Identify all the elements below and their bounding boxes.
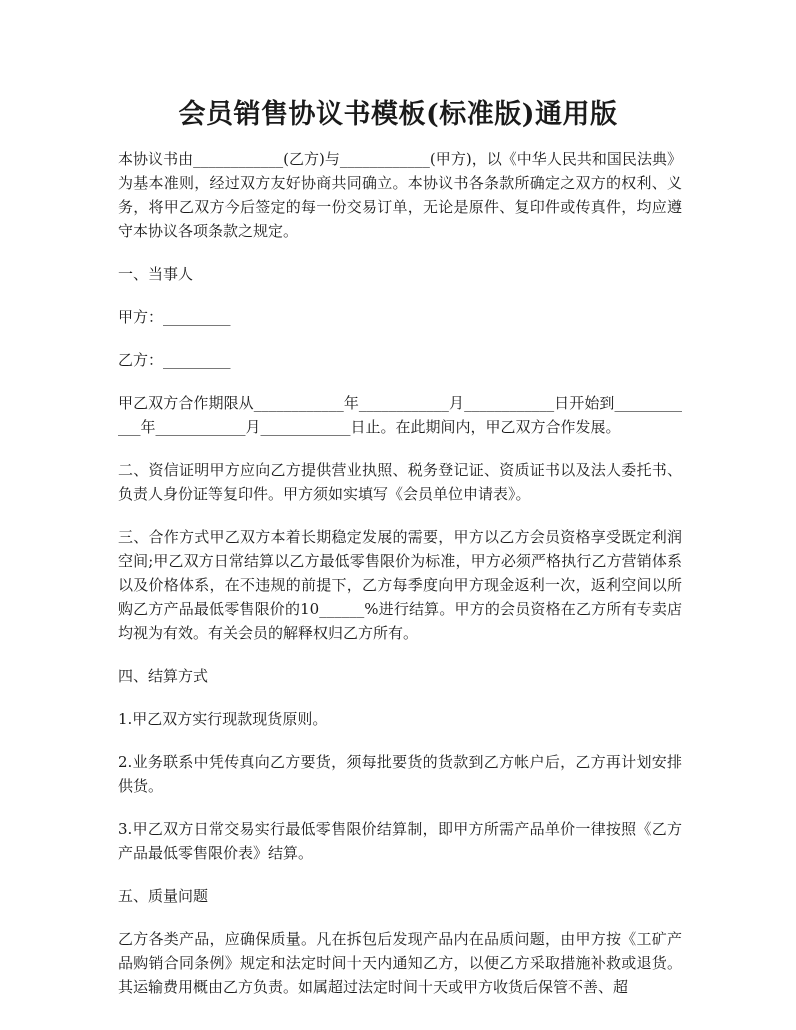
settlement-item-1: 1.甲乙双方实行现款现货原则。: [118, 710, 328, 728]
section-heading-quality: 五、质量问题: [118, 887, 209, 905]
section-heading-settlement: 四、结算方式: [118, 667, 209, 685]
section-heading-parties: 一、当事人: [118, 265, 194, 283]
settlement-item-2: 2.业务联系中凭传真向乙方要货，须每批要货的货款到乙方帐户后，乙方再计划安排供货。: [118, 753, 682, 795]
party-b-line: 乙方：_________: [118, 351, 231, 369]
credit-proof-paragraph: 二、资信证明甲方应向乙方提供营业执照、税务登记证、资质证书以及法人委托书、负责人身份证等复印件。甲方须如实填写《会员单位申请表》。: [118, 461, 682, 503]
cooperation-mode-paragraph: 三、合作方式甲乙双方本着长期稳定发展的需要，甲方以乙方会员资格享受既定利润空间;甲乙双方日常结算以乙方最低零售限价为标准，甲方必须严格执行乙方营销体系以及价格体系，在不违规的前提下，乙方每季度向甲方现金返利一次，返利空间以所购乙方产品最低零售限价的10______%进行结算。甲方的会员资格在乙方所有专卖店均视为有效。有关会员的解释权归乙方所有。: [118, 528, 682, 642]
settlement-item-3: 3.甲乙双方日常交易实行最低零售限价结算制，即甲方所需产品单价一律按照《乙方产品最低零售限价表》结算。: [118, 820, 682, 862]
intro-paragraph: 本协议书由____________(乙方)与____________(甲方)，以《中华人民共和国民法典》为基本准则，经过双方友好协商共同确立。本协议书各条款所确定之双方的权利、义务，将甲乙双方今后签定的每一份交易订单，无论是原件、复印件或传真件，均应遵守本协议各项条款之规定。: [118, 150, 682, 240]
party-a-line: 甲方：_________: [118, 308, 231, 326]
document-body: [118, 147, 682, 1018]
cooperation-term-paragraph: 甲乙双方合作期限从____________年____________月____________日开始到____________年____________月____________日止。在此期间内，甲乙双方合作发展。: [118, 394, 682, 436]
quality-paragraph: 乙方各类产品，应确保质量。凡在拆包后发现产品内在品质问题，由甲方按《工矿产品购销合同条例》规定和法定时间十天内通知乙方，以便乙方采取措施补救或退货。其运输费用概由乙方负责。如属超过法定时间十天或甲方收货后保管不善、超: [118, 930, 682, 996]
document-title: 会员销售协议书模板(标准版)通用版: [178, 99, 618, 130]
